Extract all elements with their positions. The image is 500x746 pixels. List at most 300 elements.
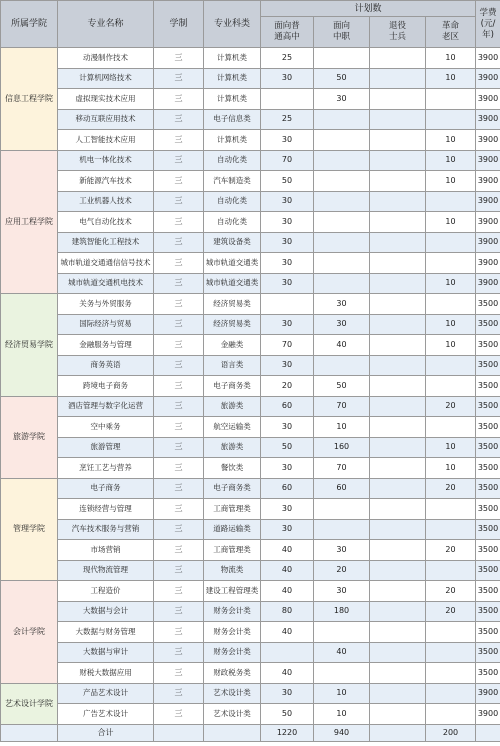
table-row bbox=[1, 376, 500, 397]
cell-veterans bbox=[370, 519, 426, 540]
cell-highschool: 30 bbox=[261, 253, 314, 274]
cell-veterans bbox=[370, 314, 426, 335]
cell-fee: 3900 bbox=[476, 68, 500, 89]
cell-duration: 三 bbox=[154, 48, 204, 69]
cell-oldarea bbox=[426, 519, 476, 540]
table-row bbox=[1, 171, 500, 192]
cell-oldarea bbox=[426, 417, 476, 438]
cell-highschool: 30 bbox=[261, 314, 314, 335]
cell-major: 大数据与会计 bbox=[58, 601, 154, 622]
cell-major: 工业机器人技术 bbox=[58, 191, 154, 212]
cell-duration: 三 bbox=[154, 89, 204, 110]
cell-veterans bbox=[370, 663, 426, 684]
cell-highschool: 30 bbox=[261, 683, 314, 704]
cell-highschool: 50 bbox=[261, 437, 314, 458]
cell-highschool: 25 bbox=[261, 48, 314, 69]
cell-category: 建设工程管理类 bbox=[204, 581, 261, 602]
cell-major: 动漫制作技术 bbox=[58, 48, 154, 69]
cell-veterans bbox=[370, 48, 426, 69]
cell-major: 金融服务与管理 bbox=[58, 335, 154, 356]
cell-vocational: 70 bbox=[314, 396, 370, 417]
table-row bbox=[1, 212, 500, 233]
cell-category: 经济贸易类 bbox=[204, 294, 261, 315]
cell-duration: 三 bbox=[154, 212, 204, 233]
cell-duration: 三 bbox=[154, 519, 204, 540]
cell-fee: 3900 bbox=[476, 232, 500, 253]
cell-oldarea: 10 bbox=[426, 68, 476, 89]
header-duration: 学制 bbox=[154, 1, 204, 48]
table-row bbox=[1, 519, 500, 540]
table-row bbox=[1, 314, 500, 335]
college-name: 经济贸易学院 bbox=[1, 294, 58, 397]
cell-vocational: 30 bbox=[314, 581, 370, 602]
cell-duration: 三 bbox=[154, 191, 204, 212]
cell-major: 工程造价 bbox=[58, 581, 154, 602]
cell-fee: 3900 bbox=[476, 48, 500, 69]
cell-category: 工商管理类 bbox=[204, 540, 261, 561]
cell-fee: 3500 bbox=[476, 622, 500, 643]
cell-duration: 三 bbox=[154, 294, 204, 315]
cell-fee: 3500 bbox=[476, 437, 500, 458]
cell-vocational bbox=[314, 355, 370, 376]
cell-fee: 3900 bbox=[476, 212, 500, 233]
cell-veterans bbox=[370, 150, 426, 171]
total-vocational: 940 bbox=[314, 724, 370, 741]
total-veterans bbox=[370, 724, 426, 741]
cell-oldarea bbox=[426, 109, 476, 130]
cell-major: 计算机网络技术 bbox=[58, 68, 154, 89]
header-college: 所属学院 bbox=[1, 1, 58, 48]
cell-vocational bbox=[314, 663, 370, 684]
cell-oldarea: 20 bbox=[426, 540, 476, 561]
cell-veterans bbox=[370, 499, 426, 520]
cell-oldarea: 10 bbox=[426, 273, 476, 294]
cell-duration: 三 bbox=[154, 478, 204, 499]
cell-highschool: 30 bbox=[261, 212, 314, 233]
cell-highschool: 70 bbox=[261, 150, 314, 171]
cell-category: 自动化类 bbox=[204, 150, 261, 171]
cell-category: 艺术设计类 bbox=[204, 704, 261, 725]
header-veterans bbox=[370, 17, 426, 48]
cell-oldarea bbox=[426, 89, 476, 110]
cell-fee: 3500 bbox=[476, 396, 500, 417]
cell-fee: 3500 bbox=[476, 417, 500, 438]
cell-major: 城市轨道交通通信信号技术 bbox=[58, 253, 154, 274]
cell-highschool: 60 bbox=[261, 478, 314, 499]
table-row bbox=[1, 581, 500, 602]
cell-major: 城市轨道交通机电技术 bbox=[58, 273, 154, 294]
cell-duration: 三 bbox=[154, 376, 204, 397]
cell-fee: 3900 bbox=[476, 191, 500, 212]
table-row bbox=[1, 68, 500, 89]
cell-major: 人工智能技术应用 bbox=[58, 130, 154, 151]
total-highschool: 1220 bbox=[261, 724, 314, 741]
cell-fee: 3500 bbox=[476, 355, 500, 376]
total-fee bbox=[476, 724, 500, 741]
cell-duration: 三 bbox=[154, 499, 204, 520]
table-row bbox=[1, 232, 500, 253]
header-veterans-line2: 士兵 bbox=[388, 32, 406, 42]
cell-fee: 3900 bbox=[476, 704, 500, 725]
cell-vocational: 10 bbox=[314, 683, 370, 704]
cell-veterans bbox=[370, 171, 426, 192]
cell-oldarea bbox=[426, 663, 476, 684]
cell-vocational: 20 bbox=[314, 560, 370, 581]
cell-duration: 三 bbox=[154, 683, 204, 704]
cell-oldarea: 20 bbox=[426, 478, 476, 499]
cell-category: 电子商务类 bbox=[204, 478, 261, 499]
cell-highschool: 50 bbox=[261, 704, 314, 725]
cell-highschool: 30 bbox=[261, 273, 314, 294]
header-vocational-line1: 面向 bbox=[332, 21, 350, 31]
cell-vocational: 50 bbox=[314, 376, 370, 397]
cell-major: 大数据与财务管理 bbox=[58, 622, 154, 643]
table-row bbox=[1, 89, 500, 110]
cell-duration: 三 bbox=[154, 417, 204, 438]
cell-highschool: 30 bbox=[261, 458, 314, 479]
college-name: 应用工程学院 bbox=[1, 150, 58, 294]
college-name: 旅游学院 bbox=[1, 396, 58, 478]
cell-veterans bbox=[370, 683, 426, 704]
table-row bbox=[1, 48, 500, 69]
cell-veterans bbox=[370, 581, 426, 602]
table-row bbox=[1, 540, 500, 561]
cell-category: 汽车制造类 bbox=[204, 171, 261, 192]
cell-duration: 三 bbox=[154, 355, 204, 376]
cell-duration: 三 bbox=[154, 273, 204, 294]
cell-category: 经济贸易类 bbox=[204, 314, 261, 335]
cell-vocational bbox=[314, 191, 370, 212]
cell-vocational bbox=[314, 622, 370, 643]
cell-fee: 3900 bbox=[476, 683, 500, 704]
cell-veterans bbox=[370, 376, 426, 397]
cell-major: 虚拟现实技术应用 bbox=[58, 89, 154, 110]
college-name: 会计学院 bbox=[1, 581, 58, 684]
cell-fee: 3900 bbox=[476, 109, 500, 130]
cell-veterans bbox=[370, 478, 426, 499]
cell-highschool: 30 bbox=[261, 130, 314, 151]
header-highschool bbox=[261, 17, 314, 48]
header-oldarea-line2: 老区 bbox=[442, 32, 460, 42]
header-category: 专业科类 bbox=[204, 1, 261, 48]
cell-vocational bbox=[314, 150, 370, 171]
cell-highschool: 40 bbox=[261, 581, 314, 602]
cell-category: 建筑设备类 bbox=[204, 232, 261, 253]
cell-vocational bbox=[314, 273, 370, 294]
cell-category: 工商管理类 bbox=[204, 499, 261, 520]
table-row bbox=[1, 396, 500, 417]
cell-veterans bbox=[370, 130, 426, 151]
cell-major: 产品艺术设计 bbox=[58, 683, 154, 704]
table-row bbox=[1, 109, 500, 130]
cell-category: 城市轨道交通类 bbox=[204, 273, 261, 294]
cell-fee: 3900 bbox=[476, 273, 500, 294]
cell-veterans bbox=[370, 273, 426, 294]
cell-major: 关务与外贸服务 bbox=[58, 294, 154, 315]
cell-duration: 三 bbox=[154, 642, 204, 663]
cell-highschool: 50 bbox=[261, 171, 314, 192]
cell-category: 道路运输类 bbox=[204, 519, 261, 540]
cell-duration: 三 bbox=[154, 663, 204, 684]
cell-fee: 3500 bbox=[476, 642, 500, 663]
cell-vocational: 50 bbox=[314, 68, 370, 89]
cell-duration: 三 bbox=[154, 314, 204, 335]
cell-oldarea: 20 bbox=[426, 601, 476, 622]
college-name: 艺术设计学院 bbox=[1, 683, 58, 724]
header-highschool-line1: 面向普 bbox=[274, 21, 300, 31]
total-oldarea: 200 bbox=[426, 724, 476, 741]
cell-fee: 3500 bbox=[476, 540, 500, 561]
cell-duration: 三 bbox=[154, 232, 204, 253]
cell-vocational bbox=[314, 499, 370, 520]
cell-veterans bbox=[370, 601, 426, 622]
table-row bbox=[1, 355, 500, 376]
cell-oldarea bbox=[426, 560, 476, 581]
header-major: 专业名称 bbox=[58, 1, 154, 48]
table-row bbox=[1, 458, 500, 479]
cell-fee: 3900 bbox=[476, 130, 500, 151]
cell-category: 金融类 bbox=[204, 335, 261, 356]
cell-vocational: 160 bbox=[314, 437, 370, 458]
cell-highschool: 40 bbox=[261, 560, 314, 581]
cell-oldarea: 10 bbox=[426, 171, 476, 192]
total-label: 合计 bbox=[58, 724, 154, 741]
cell-vocational: 10 bbox=[314, 417, 370, 438]
cell-vocational: 30 bbox=[314, 294, 370, 315]
cell-fee: 3500 bbox=[476, 458, 500, 479]
header-veterans-line1: 退役 bbox=[388, 21, 406, 31]
cell-fee: 3500 bbox=[476, 581, 500, 602]
cell-highschool: 30 bbox=[261, 232, 314, 253]
cell-duration: 三 bbox=[154, 622, 204, 643]
cell-oldarea bbox=[426, 191, 476, 212]
cell-vocational: 30 bbox=[314, 314, 370, 335]
cell-oldarea: 10 bbox=[426, 48, 476, 69]
cell-oldarea: 10 bbox=[426, 150, 476, 171]
cell-veterans bbox=[370, 704, 426, 725]
cell-highschool: 30 bbox=[261, 68, 314, 89]
table-row bbox=[1, 704, 500, 725]
cell-fee: 3500 bbox=[476, 663, 500, 684]
cell-highschool: 25 bbox=[261, 109, 314, 130]
table-row bbox=[1, 191, 500, 212]
table-row bbox=[1, 150, 500, 171]
cell-oldarea bbox=[426, 622, 476, 643]
cell-major: 空中乘务 bbox=[58, 417, 154, 438]
header-vocational-line2: 中职 bbox=[332, 32, 350, 42]
cell-category: 财务会计类 bbox=[204, 642, 261, 663]
total-duration bbox=[154, 724, 204, 741]
table-row bbox=[1, 273, 500, 294]
cell-vocational: 60 bbox=[314, 478, 370, 499]
cell-veterans bbox=[370, 335, 426, 356]
cell-fee: 3500 bbox=[476, 314, 500, 335]
cell-duration: 三 bbox=[154, 560, 204, 581]
cell-fee: 3500 bbox=[476, 519, 500, 540]
cell-vocational: 180 bbox=[314, 601, 370, 622]
cell-vocational: 40 bbox=[314, 642, 370, 663]
cell-vocational: 30 bbox=[314, 540, 370, 561]
cell-oldarea bbox=[426, 683, 476, 704]
cell-vocational: 70 bbox=[314, 458, 370, 479]
cell-veterans bbox=[370, 191, 426, 212]
cell-veterans bbox=[370, 437, 426, 458]
cell-highschool: 30 bbox=[261, 191, 314, 212]
cell-highschool: 80 bbox=[261, 601, 314, 622]
cell-duration: 三 bbox=[154, 396, 204, 417]
cell-duration: 三 bbox=[154, 253, 204, 274]
cell-veterans bbox=[370, 642, 426, 663]
cell-veterans bbox=[370, 540, 426, 561]
cell-oldarea bbox=[426, 704, 476, 725]
cell-veterans bbox=[370, 294, 426, 315]
cell-highschool: 60 bbox=[261, 396, 314, 417]
header-fee-line1: 学费 bbox=[479, 7, 497, 18]
cell-oldarea bbox=[426, 376, 476, 397]
cell-veterans bbox=[370, 68, 426, 89]
cell-veterans bbox=[370, 396, 426, 417]
cell-category: 计算机类 bbox=[204, 48, 261, 69]
header-highschool-line2: 通高中 bbox=[274, 32, 300, 42]
cell-major: 财税大数据应用 bbox=[58, 663, 154, 684]
cell-category: 物流类 bbox=[204, 560, 261, 581]
cell-vocational: 40 bbox=[314, 335, 370, 356]
cell-fee: 3500 bbox=[476, 294, 500, 315]
cell-category: 餐饮类 bbox=[204, 458, 261, 479]
cell-oldarea bbox=[426, 294, 476, 315]
cell-oldarea bbox=[426, 355, 476, 376]
cell-vocational bbox=[314, 253, 370, 274]
cell-highschool: 40 bbox=[261, 540, 314, 561]
cell-duration: 三 bbox=[154, 68, 204, 89]
table-row bbox=[1, 560, 500, 581]
total-row bbox=[1, 724, 500, 741]
total-blank bbox=[1, 724, 58, 741]
header-plan-group: 计划数 bbox=[261, 1, 476, 17]
cell-fee: 3500 bbox=[476, 601, 500, 622]
cell-category: 航空运输类 bbox=[204, 417, 261, 438]
cell-major: 市场营销 bbox=[58, 540, 154, 561]
table-row bbox=[1, 417, 500, 438]
cell-oldarea bbox=[426, 642, 476, 663]
cell-major: 移动互联应用技术 bbox=[58, 109, 154, 130]
cell-duration: 三 bbox=[154, 335, 204, 356]
cell-oldarea: 20 bbox=[426, 581, 476, 602]
cell-highschool: 20 bbox=[261, 376, 314, 397]
cell-fee: 3900 bbox=[476, 253, 500, 274]
cell-oldarea: 10 bbox=[426, 130, 476, 151]
cell-highschool bbox=[261, 642, 314, 663]
cell-major: 跨境电子商务 bbox=[58, 376, 154, 397]
cell-major: 汽车技术服务与营销 bbox=[58, 519, 154, 540]
cell-highschool: 40 bbox=[261, 622, 314, 643]
table-row bbox=[1, 642, 500, 663]
cell-veterans bbox=[370, 622, 426, 643]
cell-major: 机电一体化技术 bbox=[58, 150, 154, 171]
cell-highschool bbox=[261, 294, 314, 315]
header-fee bbox=[476, 1, 500, 48]
cell-oldarea bbox=[426, 253, 476, 274]
header-oldarea bbox=[426, 17, 476, 48]
table-row bbox=[1, 622, 500, 643]
cell-duration: 三 bbox=[154, 601, 204, 622]
cell-duration: 三 bbox=[154, 458, 204, 479]
cell-oldarea: 10 bbox=[426, 212, 476, 233]
cell-duration: 三 bbox=[154, 109, 204, 130]
cell-vocational: 10 bbox=[314, 704, 370, 725]
cell-category: 旅游类 bbox=[204, 437, 261, 458]
cell-fee: 3900 bbox=[476, 171, 500, 192]
cell-major: 商务英语 bbox=[58, 355, 154, 376]
cell-major: 广告艺术设计 bbox=[58, 704, 154, 725]
cell-vocational: 30 bbox=[314, 89, 370, 110]
cell-major: 连锁经营与管理 bbox=[58, 499, 154, 520]
cell-vocational bbox=[314, 171, 370, 192]
cell-fee: 3500 bbox=[476, 478, 500, 499]
cell-vocational bbox=[314, 212, 370, 233]
table-row bbox=[1, 663, 500, 684]
cell-highschool: 70 bbox=[261, 335, 314, 356]
cell-highschool bbox=[261, 89, 314, 110]
cell-major: 现代物流管理 bbox=[58, 560, 154, 581]
cell-veterans bbox=[370, 232, 426, 253]
cell-oldarea bbox=[426, 232, 476, 253]
cell-duration: 三 bbox=[154, 581, 204, 602]
college-name: 信息工程学院 bbox=[1, 48, 58, 151]
cell-duration: 三 bbox=[154, 704, 204, 725]
cell-category: 计算机类 bbox=[204, 68, 261, 89]
header-oldarea-line1: 革命 bbox=[442, 21, 460, 31]
cell-veterans bbox=[370, 109, 426, 130]
cell-highschool: 30 bbox=[261, 417, 314, 438]
cell-veterans bbox=[370, 253, 426, 274]
cell-duration: 三 bbox=[154, 130, 204, 151]
cell-fee: 3500 bbox=[476, 499, 500, 520]
cell-category: 财政税务类 bbox=[204, 663, 261, 684]
cell-vocational bbox=[314, 109, 370, 130]
cell-duration: 三 bbox=[154, 437, 204, 458]
cell-category: 计算机类 bbox=[204, 130, 261, 151]
cell-category: 语言类 bbox=[204, 355, 261, 376]
cell-highschool: 30 bbox=[261, 355, 314, 376]
cell-category: 城市轨道交通类 bbox=[204, 253, 261, 274]
total-category bbox=[204, 724, 261, 741]
cell-category: 财务会计类 bbox=[204, 601, 261, 622]
cell-category: 艺术设计类 bbox=[204, 683, 261, 704]
cell-duration: 三 bbox=[154, 150, 204, 171]
cell-major: 国际经济与贸易 bbox=[58, 314, 154, 335]
cell-duration: 三 bbox=[154, 171, 204, 192]
cell-fee: 3500 bbox=[476, 376, 500, 397]
cell-category: 自动化类 bbox=[204, 212, 261, 233]
cell-veterans bbox=[370, 417, 426, 438]
table-row bbox=[1, 683, 500, 704]
cell-category: 电子商务类 bbox=[204, 376, 261, 397]
plan-body bbox=[1, 48, 500, 725]
cell-category: 自动化类 bbox=[204, 191, 261, 212]
cell-fee: 3500 bbox=[476, 560, 500, 581]
table-row bbox=[1, 294, 500, 315]
cell-major: 新能源汽车技术 bbox=[58, 171, 154, 192]
cell-fee: 3900 bbox=[476, 150, 500, 171]
table-row bbox=[1, 437, 500, 458]
table-row bbox=[1, 335, 500, 356]
cell-vocational bbox=[314, 232, 370, 253]
cell-vocational bbox=[314, 130, 370, 151]
cell-oldarea: 10 bbox=[426, 437, 476, 458]
table-row bbox=[1, 253, 500, 274]
cell-veterans bbox=[370, 355, 426, 376]
